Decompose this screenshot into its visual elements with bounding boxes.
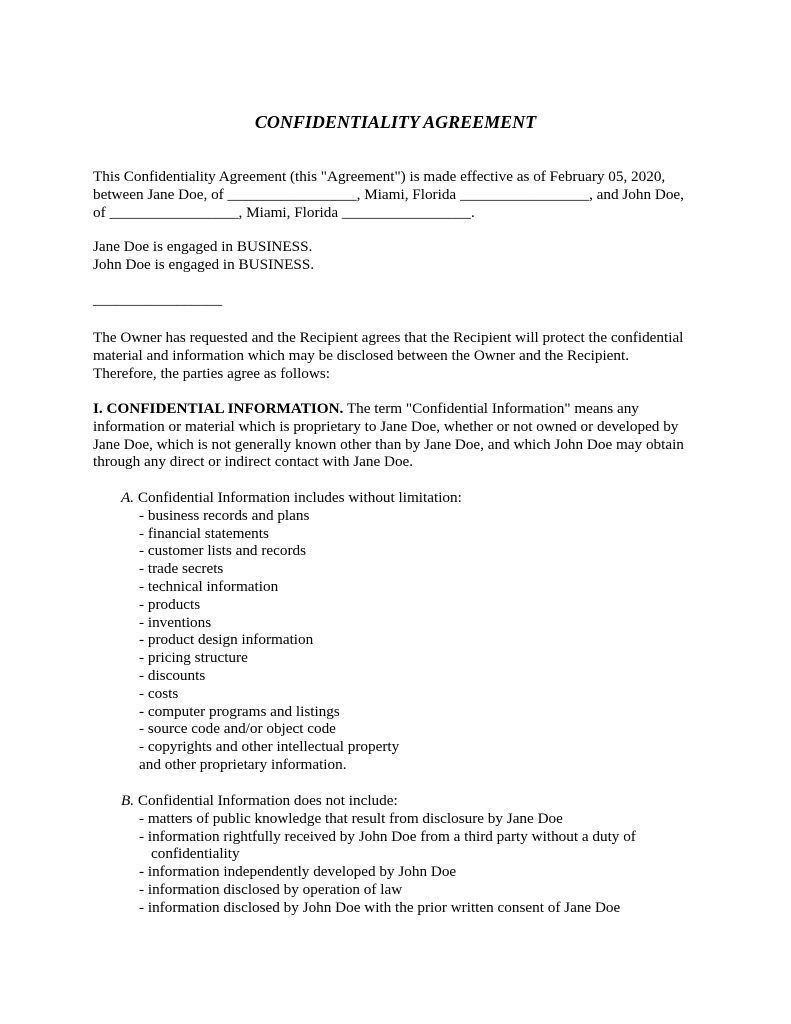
owner-line: The Owner has requested and the Recipient agrees that the Recipient will protect the confidential [93,329,684,346]
list-item: - information disclosed by operation of law [139,880,403,898]
list-item: - discounts [139,666,206,684]
list-item: - customer lists and records [139,542,307,560]
list-item: - technical information [139,577,279,595]
engaged-paragraph [93,238,713,274]
signature-blank: _________________ [93,291,223,308]
engaged-line: Jane Doe is engaged in BUSINESS. [93,238,313,255]
list-item: - pricing structure [139,649,248,667]
excludes-list [121,792,721,917]
list-item: - inventions [139,613,212,631]
section-heading: I. CONFIDENTIAL INFORMATION. [93,400,344,417]
engaged-line: John Doe is engaged in BUSINESS. [93,255,315,273]
owner-line: material and information which may be disclosed between the Owner and the Recipient. [93,346,630,364]
owner-paragraph [93,329,713,382]
section-first-line-text: The term "Confidential Information" means any [343,400,639,417]
list-item: - information rightfully received by John Doe from a third party without a duty of [139,827,636,845]
list-letter: B. [121,792,135,809]
intro-line: This Confidentiality Agreement (this "Agreement") is made effective as of February 05, 2020, [93,168,666,185]
intro-line: of _________________, Miami, Florida _________________. [93,203,475,221]
list-item: - matters of public knowledge that result from disclosure by Jane Doe [139,809,563,827]
list-item: - computer programs and listings [139,702,340,720]
list-closing: and other proprietary information. [139,755,347,773]
list-item: - trade secrets [139,560,224,578]
list-item: - information disclosed by John Doe with the prior written consent of Jane Doe [139,898,621,916]
list-intro [121,792,721,810]
section-first-line [93,400,713,418]
intro-line: between Jane Doe, of _________________, Miami, Florida _________________, and John Doe, [93,185,684,203]
list-intro-text: Confidential Information does not include: [134,792,398,809]
section-line: Jane Doe, which is not generally known other than by Jane Doe, and which John Doe may obtain [93,435,684,453]
confidential-information-section [93,400,713,471]
includes-list [121,489,721,774]
document-title: CONFIDENTIALITY AGREEMENT [254,112,537,132]
list-item: - business records and plans [139,506,310,524]
section-line: through any direct or indirect contact with Jane Doe. [93,453,414,471]
list-item: - costs [139,684,179,702]
list-intro [121,489,721,507]
list-intro-text: Confidential Information includes without limitation: [134,489,462,506]
owner-line: Therefore, the parties agree as follows: [93,364,330,382]
list-item: - source code and/or object code [139,720,336,738]
list-item: - products [139,595,201,613]
list-item: - copyrights and other intellectual property [139,738,400,756]
list-item: - information independently developed by John Doe [139,863,457,881]
list-letter: A. [121,489,135,506]
list-item-continuation: confidentiality [151,845,240,863]
section-line: information or material which is proprietary to Jane Doe, whether or not owned or developed by [93,417,679,435]
list-item: - product design information [139,631,314,649]
list-item: - financial statements [139,524,269,542]
intro-paragraph [93,168,713,221]
